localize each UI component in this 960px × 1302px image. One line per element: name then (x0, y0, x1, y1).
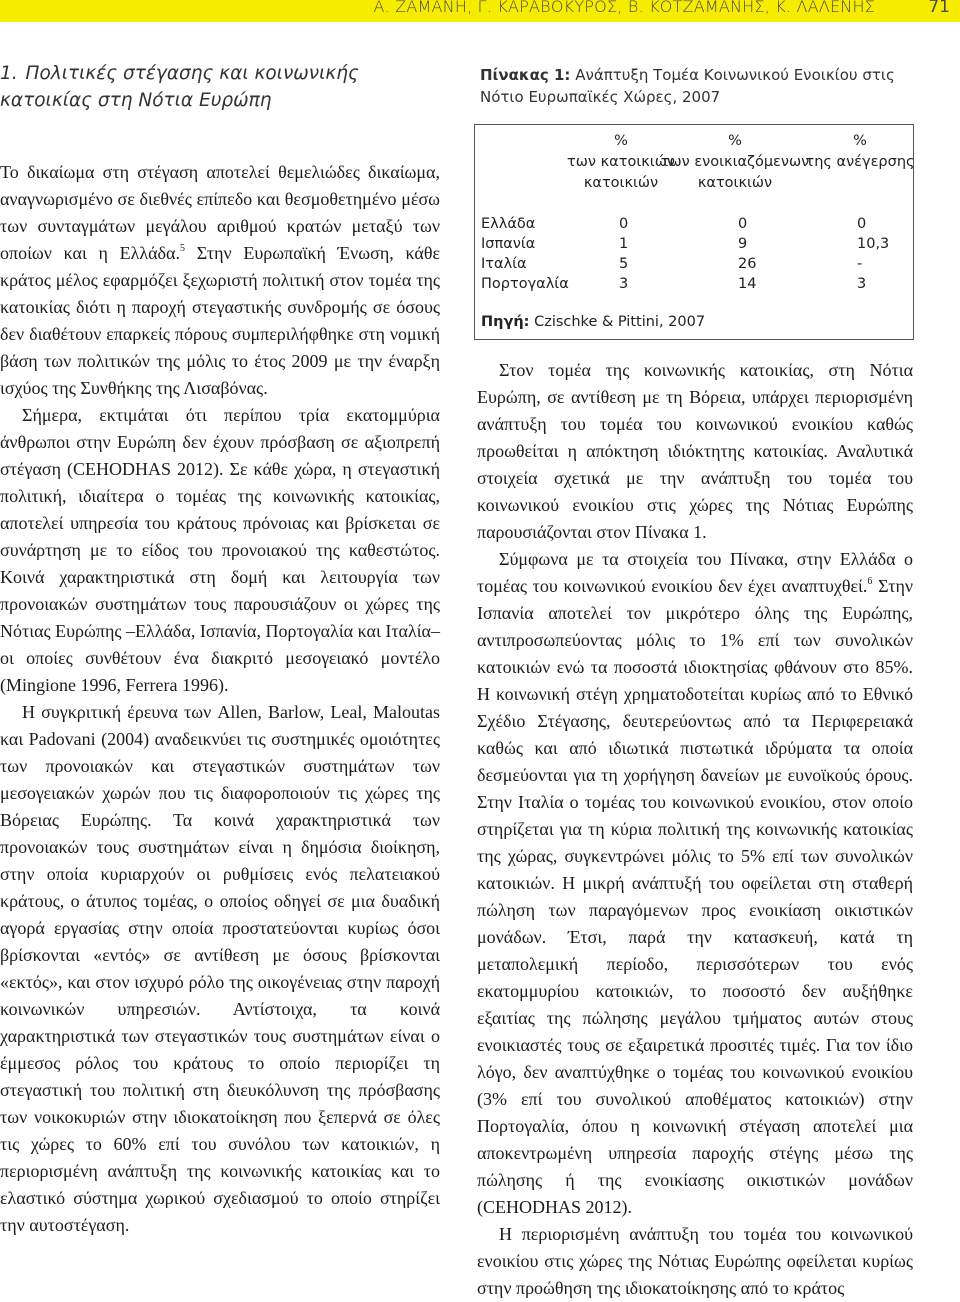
column-header-rented: % των ενοικιαζόμενων κατοικιών (660, 133, 810, 191)
section-heading (0, 60, 440, 114)
column-header-construction: % της ανέγερσης (805, 133, 915, 170)
section-title: Πολιτικές στέγασης και κοινωνικής κατοικίας στη Νότια Ευρώπη (0, 63, 359, 111)
table-source: Πηγή: Czischke & Pittini, 2007 (481, 314, 706, 330)
table-row: Ελλάδα 0 0 0 (481, 216, 867, 232)
running-header: Α. ΖΑΜΑΝΗ, Γ. ΚΑΡΑΒΟΚΥΡΟΣ, Β. ΚΟΤΖΑΜΑΝΗΣ, Κ. ΛΑΛΕΝΗΣ (373, 0, 875, 16)
data-table (474, 124, 914, 340)
paragraph-6: Η περιορισμένη ανάπτυξη του τομέα του κοινωνικού ενοικίου στις χώρες της Νότιας Ευρώπης οφείλεται κυρίως στην προώθηση της ιδιοκατοίκησης από το κράτος (477, 1224, 913, 1298)
footnote-ref-6[interactable]: 6 (867, 576, 873, 587)
table-caption-label: Πίνακας 1: (480, 66, 571, 84)
paragraph-4: Στον τομέα της κοινωνικής κατοικίας, στη Νότια Ευρώπη, σε αντίθεση με τη Βόρεια, υπάρχει περιορισμένη ανάπτυξη του τομέα του κοινωνικού ενοικίου καθώς προωθείται η απόκτηση ιδιόκτητης κατοικίας. Αναλυτικά στοιχεία σχετικά με την ανάπτυξη του τομέα του κοινωνικού ενοικίου στις χώρες της Νότιας Ευρώπης παρουσιάζονται στον Πίνακα 1. (477, 360, 913, 542)
footnote-ref-5[interactable]: 5 (179, 243, 185, 254)
table-caption (480, 64, 910, 108)
paragraph-3: Η συγκριτική έρευνα των Allen, Barlow, Leal, Maloutas και Padovani (2004) αναδεικνύει τις συστημικές ομοιότητες των προνοιακών και στεγαστικών συστημάτων των μεσογειακών χωρών που τις διαφοροποιούν τις χώρες της Βόρειας Ευρώπης. Τα κοινά χαρακτηριστικά των προνοιακών τους συστημάτων είναι η δημόσια διοίκηση, στην οποία κυριαρχούν οι ρυθμίσεις ενός πελατειακού κράτους, ο άτυπος τομέας, ο οποίος οδηγεί σε μια δυαδική αγορά εργασίας στην οποία προστατεύονται κυρίως όσοι βρίσκονται «εντός» σε αντίθεση με όσους βρίσκονται «εκτός», και στον ισχυρό ρόλο της οικογένειας στην παροχή κοινωνικών υπηρεσιών. Αντίστοιχα, τα κοινά χαρακτηριστικά των στεγαστικών τους συστημάτων είναι ο έμμεσος ρόλος του κράτους το οποίο περιορίζει τη στεγαστική του πολιτική στη διευκόλυνση της πρόσβασης των νοικοκυριών στην ιδιοκατοίκηση που ξεπερνά σε όλες τις χώρες το 60% επί του συνόλου των κατοικιών, η περιορισμένη ανάπτυξη της κοινωνικής κατοικίας και το ελαστικό σύστημα χωρικού σχεδιασμού το οποίο στηρίζει την αυτοστέγαση. (0, 702, 440, 1235)
table-row: Ισπανία 1 9 10,3 (481, 236, 890, 252)
paragraph-1: Το δικαίωμα στη στέγαση αποτελεί θεμελιώδες δικαίωμα, αναγνωρισμένο σε διεθνές επίπεδο και θεσμοθετημένο μέσω των συνταγμάτων μεγάλου αριθμού κρατών μεταξύ των οποίων και η Ελλάδα.$^5$ Στην Ευρωπαϊκή Ένωση, κάθε κράτος μέλος εφαρμόζει ξεχωριστή πολιτική στον τομέα της κατοικίας διότι η παροχή στεγαστικής συνδρομής σε όσους δεν διαθέτουν επαρκείς πόρους συμπεριλήφθηκε στη νομική βάση των πολιτικών της μόλις το έτος 2009 με την έναρξη ισχύος της Συνθήκης της Λισαβόνας. (0, 162, 441, 398)
paragraph-2: Σήμερα, εκτιμάται ότι περίπου τρία εκατομμύρια άνθρωποι στην Ευρώπη δεν έχουν πρόσβαση σε αξιοπρεπή στέγαση (CEHODHAS 2012). Σε κάθε χώρα, η στεγαστική πολιτική, ιδιαίτερα ο τομέας της κοινωνικής κατοικίας, αποτελεί υπηρεσία του κράτους πρόνοιας και βρίσκεται σε συνάρτηση με το είδος του προνοιακού της καθεστώτος. Κοινά χαρακτηριστικά στη δομή και λειτουργία των προνοιακών συστημάτων τους παρουσιάζουν οι χώρες της Νότιας Ευρώπης –Ελλάδα, Ισπανία, Πορτογαλία και Ιταλία– οι οποίες συνθέτουν ένα διακριτό μεσογειακό μοντέλο (Mingione 1996, Ferrera 1996). (0, 405, 440, 695)
table-row: Πορτογαλία 3 14 3 (481, 276, 867, 292)
table-caption-text: Ανάπτυξη Τομέα Κοινωνικού Ενοικίου στις Νότιο Ευρωπαϊκές Χώρες, 2007 (480, 66, 895, 106)
paragraph-5: Σύμφωνα με τα στοιχεία του Πίνακα, στην Ελλάδα ο τομέας του κοινωνικού ενοικίου δεν έχει αναπτυχθεί.$^6$ Στην Ισπανία αποτελεί τον μικρότερο όλης της Ευρώπης, αντιπροσωπεύοντας μόλις το 1% επί των συνολικών κατοικιών ενώ τα ποσοστά ιδιοκτησίας φθάνουν στο 85%. Η κοινωνική στέγη χρηματοδοτείται κυρίως από το Εθνικό Σχέδιο Στέγασης, δευτερεύοντως από τα Περιφερειακά καθώς και από ιδιωτικά πιστωτικά ιδρύματα τα οποία δεσμεύονται για τη χορήγηση δανείων με ευνοϊκούς όρους. Στην Ιταλία ο τομέας του κοινωνικού ενοικίου, στον οποίο στηρίζεται για τη κύρια πολιτική της κοινωνικής κατοικίας της χώρας, συγκεντρώνει μόλις το 5% επί των συνολικών κατοικιών. Η μικρή ανάπτυξή του οφείλεται στη σταθερή πώληση των παραγόμενων προς ενοικίαση οικιστικών μονάδων. Έτσι, παρά την κατασκευή, κατά τη μεταπολεμική περίοδο, περισσότερων του ενός εκατομμυρίου κατοικιών, το ποσοστό δεν αυξήθηκε εξαιτίας της πώλησης μεγάλου τμήματος αυτών στους ενοικιαστές τους σε εξαιρετικά προσιτές τιμές. Για τον ίδιο λόγο, δεν αναπτύχθηκε ο τομέας του κοινωνικού ενοικίου (3% επί του συνολικού αποθέματος κατοικιών) στην Πορτογαλία, όπου η κοινωνική στέγαση αποτελεί μια αποκεντρωμένη υπηρεσία παροχής στέγης μέσω της πώλησης ή της ενοικίασης οικιστικών μονάδων (CEHODHAS 2012). (477, 549, 913, 1217)
section-number: 1. (0, 63, 18, 84)
left-column (0, 60, 440, 1239)
table-row: Ιταλία 5 26 - (481, 256, 863, 272)
page-number: 71 (928, 0, 950, 17)
column-header-housing: % των κατοικιών κατοικιών (567, 133, 675, 191)
right-column (477, 357, 913, 1302)
